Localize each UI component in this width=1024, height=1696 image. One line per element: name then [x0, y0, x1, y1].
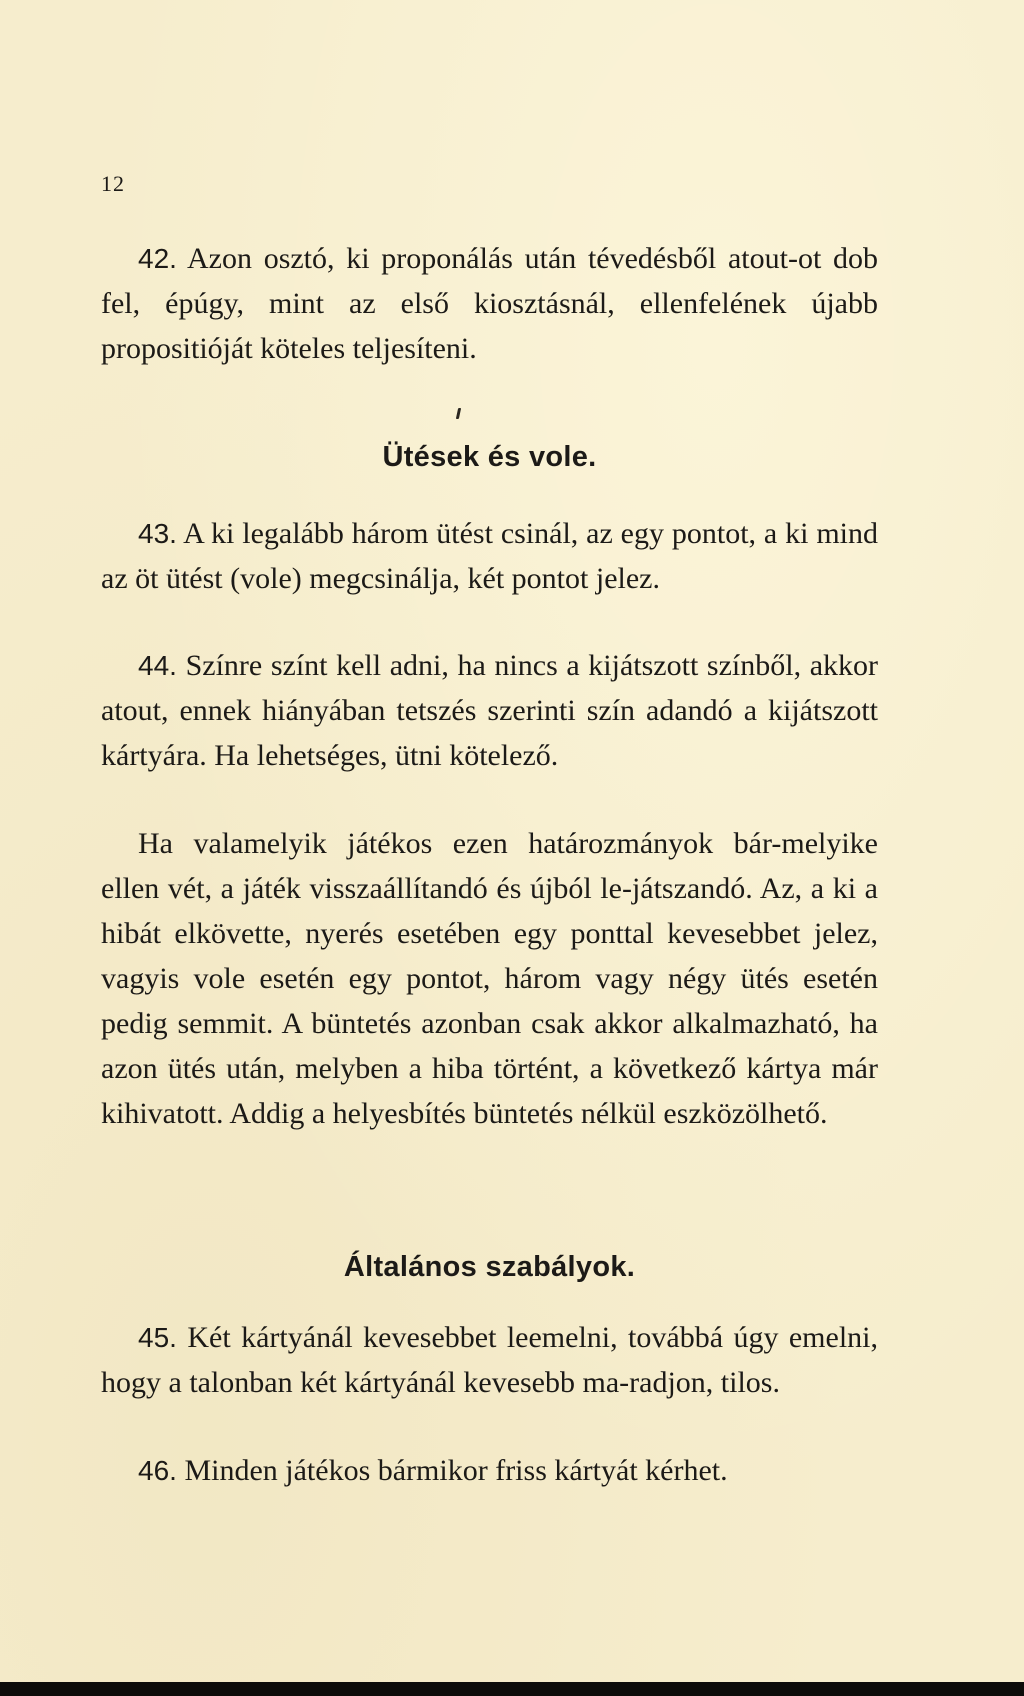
paragraph-number: 43.: [138, 518, 177, 549]
paragraph-42-body: [101, 236, 878, 371]
paragraph-46: [101, 1448, 878, 1493]
section-heading-utesek: Ütések és vole.: [382, 441, 597, 473]
section-heading-altalanos: Általános szabályok.: [343, 1251, 636, 1283]
paragraph-number: 46.: [138, 1455, 177, 1486]
paragraph-text: A ki legalább három ütést csinál, az egy pontot, a ki mind az öt ütést (vole) megcsinálja, két pontot jelez.: [101, 517, 878, 595]
page-number: 12: [101, 171, 125, 196]
paragraph-45-body: [101, 1315, 878, 1405]
paragraph-text: Minden játékos bármikor friss kártyát kérhet.: [184, 1454, 728, 1487]
paragraph-number: 45.: [138, 1322, 177, 1353]
paragraph-43-body: [101, 511, 878, 601]
paragraph-44-continuation: [101, 821, 878, 1136]
paragraph-44: [101, 643, 878, 778]
paragraph-44-body: [101, 643, 878, 778]
paragraph-number: 44.: [138, 650, 177, 681]
paragraph-text: Két kártyánál kevesebbet leemelni, továbbá úgy emelni, hogy a talonban két kártyánál kevesebb ma-radjon, tilos.: [101, 1321, 879, 1399]
paragraph-45: [101, 1315, 878, 1405]
paragraph-number: 42.: [138, 243, 177, 274]
paragraph-text: Ha valamelyik játékos ezen határozmányok bár-melyike ellen vét, a játék visszaállítandó és újból le-játszandó. Az, a ki a hibát elkövette, nyerés esetében egy ponttal kevesebbet jelez, vagyis vole esetén egy pontot, három vagy négy ütés esetén pedig semmit. A büntetés azonban csak akkor alkalmazható, ha azon ütés után, melyben a hiba történt, a következő kártya már kihivatott. Addig a helyesbítés büntetés nélkül eszközölhető.: [101, 827, 878, 1130]
paragraph-43: [101, 511, 878, 601]
scan-bottom-edge: [0, 1682, 1024, 1696]
paragraph-text: Azon osztó, ki proponálás után tévedésből atout-ot dob fel, épúgy, mint az első kiosztásnál, ellenfelének újabb propositióját köteles teljesíteni.: [101, 242, 878, 365]
paragraph-42: [101, 236, 878, 371]
ink-speck: [456, 408, 461, 419]
paragraph-46-body: [101, 1448, 878, 1493]
paragraph-text: Színre színt kell adni, ha nincs a kijátszott színből, akkor atout, ennek hiányában tetszés szerinti szín adandó a kijátszott kártyára. Ha lehetséges, ütni kötelező.: [101, 649, 878, 772]
